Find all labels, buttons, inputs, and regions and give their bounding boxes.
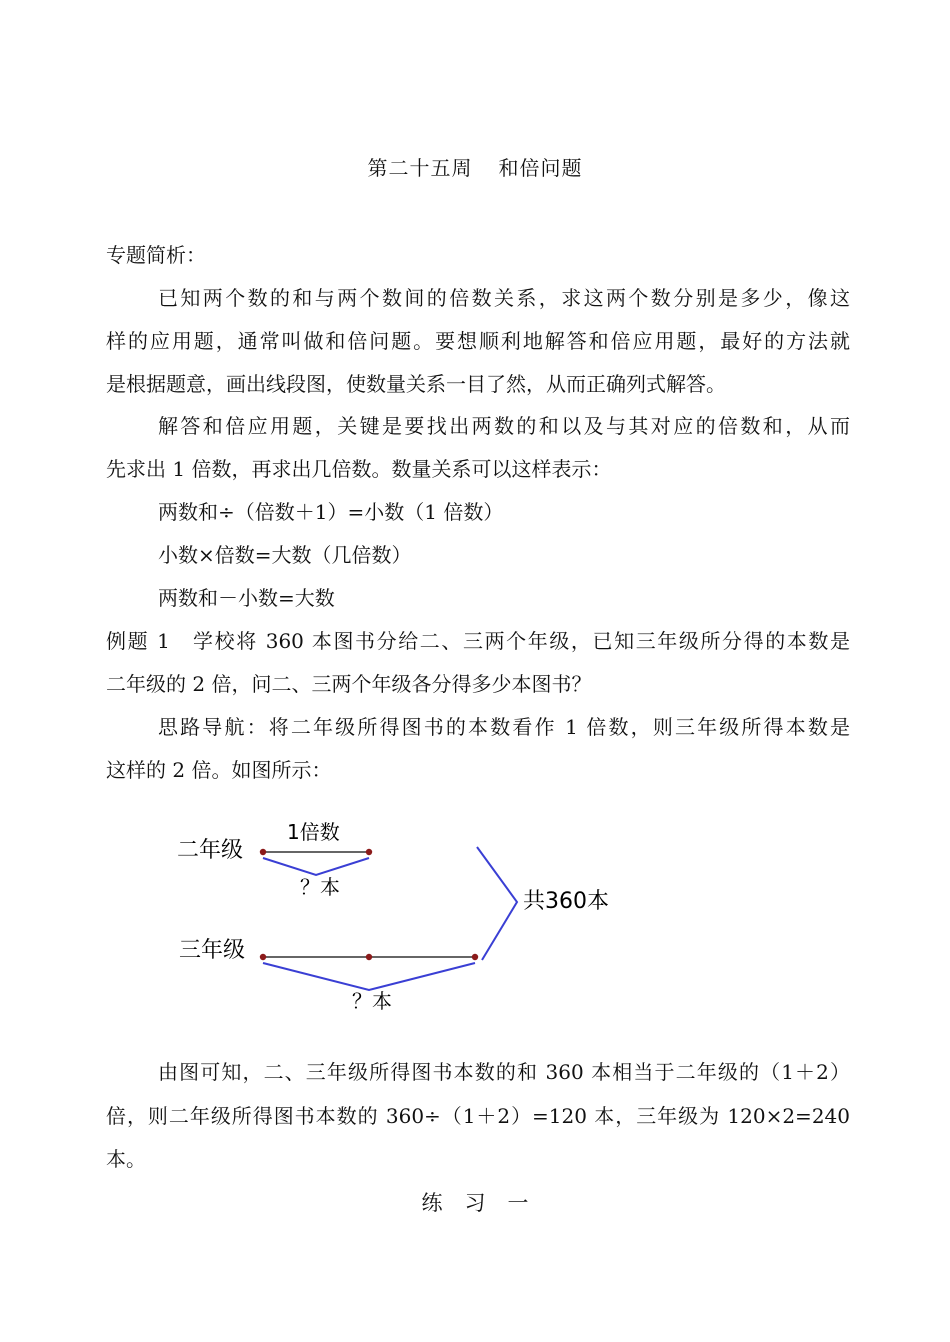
segment-point: [472, 954, 478, 960]
grade2-question: ？本: [300, 875, 340, 899]
grade2-brace: [263, 858, 369, 875]
intro-p1-line-1: 已知两个数的和与两个数间的倍数关系，求这两个数分别是多少，像这: [158, 286, 850, 310]
practice-heading: 练习一: [421, 1191, 551, 1215]
grade3-brace: [263, 963, 475, 990]
hint-line-1: 思路导航：将二年级所得图书的本数看作 1 倍数，则三年级所得本数是: [158, 715, 850, 739]
segment-point: [366, 849, 372, 855]
formula-1: 两数和÷（倍数＋1）=小数（1 倍数）: [158, 500, 504, 524]
formula-3: 两数和－小数=大数: [158, 586, 335, 610]
section-label: 专题简析：: [106, 243, 206, 267]
intro-p2-line-1: 解答和倍应用题，关键是要找出两数的和以及与其对应的倍数和，从而: [158, 414, 850, 438]
segment-point: [366, 954, 372, 960]
solution-line-1: 由图可知，二、三年级所得图书本数的和 360 本相当于二年级的（1＋2）: [158, 1060, 850, 1084]
intro-p2-line-2: 先求出 1 倍数，再求出几倍数。数量关系可以这样表示：: [106, 457, 612, 481]
solution-line-3: 本。: [106, 1147, 146, 1171]
line-segment-diagram: [160, 805, 640, 1030]
page-title: [0, 152, 950, 181]
intro-p1-line-2: 样的应用题，通常叫做和倍问题。要想顺利地解答和倍应用题，最好的方法就: [106, 329, 850, 353]
total-brace: [477, 847, 517, 960]
segment-point: [260, 954, 266, 960]
intro-p1-line-3: 是根据题意，画出线段图，使数量关系一目了然，从而正确列式解答。: [106, 372, 726, 396]
segment-point: [260, 849, 266, 855]
example1-line-2: 二年级的 2 倍，问二、三两个年级各分得多少本图书？: [106, 672, 592, 696]
hint-line-2: 这样的 2 倍。如图所示：: [106, 758, 332, 782]
grade3-label: 三年级: [179, 938, 246, 963]
formula-2: 小数×倍数=大数（几倍数）: [158, 543, 412, 567]
unit-label: 1倍数: [287, 820, 340, 844]
grade3-question: ？本: [352, 989, 392, 1013]
grade2-label: 二年级: [177, 838, 244, 863]
example1-line-1: 例题 1 学校将 360 本图书分给二、三两个年级，已知三年级所分得的本数是: [106, 629, 850, 653]
total-label: 共360本: [523, 889, 609, 914]
title-week: 第二十五周: [367, 156, 473, 180]
title-topic: 和倍问题: [498, 156, 583, 180]
solution-line-2: 倍，则二年级所得图书本数的 360÷（1＋2）=120 本，三年级为 120×2=240: [106, 1104, 850, 1128]
